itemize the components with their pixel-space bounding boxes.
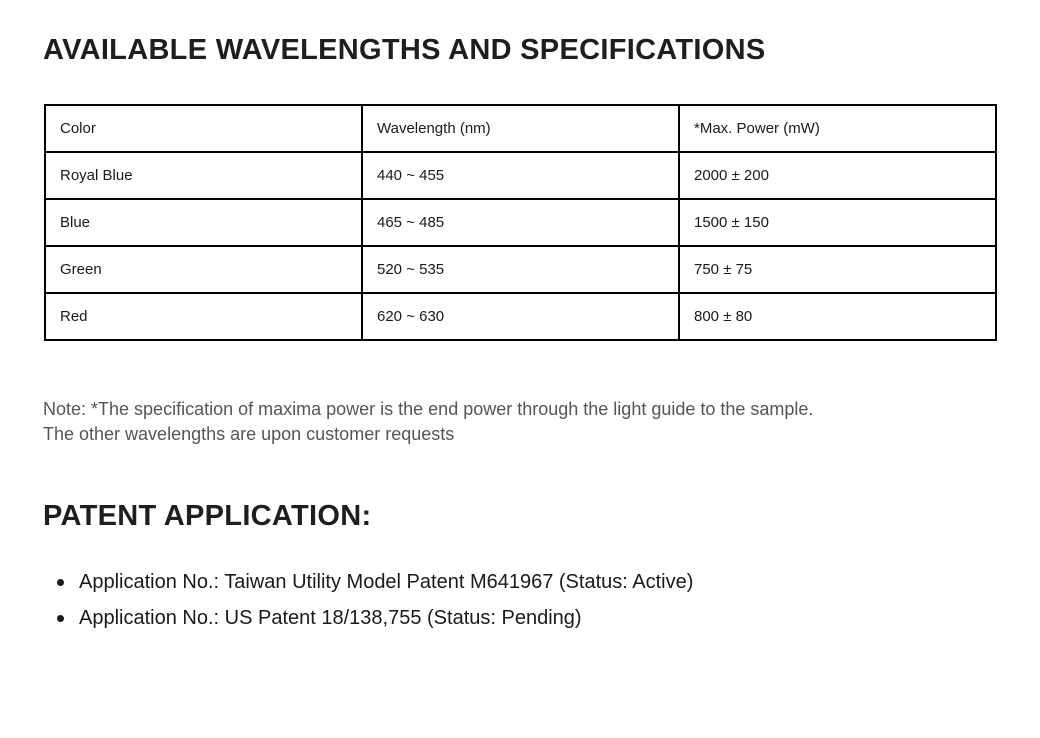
list-item xyxy=(43,567,693,603)
bullet-icon xyxy=(57,615,64,622)
cell-color: Green xyxy=(45,246,362,293)
cell-wavelength: 620 ~ 630 xyxy=(362,293,679,340)
cell-color: Red xyxy=(45,293,362,340)
table-row xyxy=(45,293,996,340)
table-row xyxy=(45,152,996,199)
patent-list xyxy=(43,567,693,639)
column-header-color: Color xyxy=(45,105,362,152)
cell-wavelength: 520 ~ 535 xyxy=(362,246,679,293)
patent-item-text: Application No.: US Patent 18/138,755 (Status: Pending) xyxy=(79,607,582,629)
cell-max-power: 2000 ± 200 xyxy=(679,152,996,199)
bullet-icon xyxy=(57,579,64,586)
cell-max-power: 800 ± 80 xyxy=(679,293,996,340)
patent-item-text: Application No.: Taiwan Utility Model Patent M641967 (Status: Active) xyxy=(79,571,694,593)
note-line: The other wavelengths are upon customer requests xyxy=(43,424,455,444)
column-header-wavelength: Wavelength (nm) xyxy=(362,105,679,152)
cell-max-power: 750 ± 75 xyxy=(679,246,996,293)
table-row xyxy=(45,199,996,246)
note-line: Note: *The specification of maxima power is the end power through the light guide to the sample. xyxy=(43,399,814,419)
column-header-max-power: *Max. Power (mW) xyxy=(679,105,996,152)
cell-wavelength: 465 ~ 485 xyxy=(362,199,679,246)
cell-wavelength: 440 ~ 455 xyxy=(362,152,679,199)
patent-section-title: PATENT APPLICATION: xyxy=(43,500,372,532)
specs-section-title: AVAILABLE WAVELENGTHS AND SPECIFICATIONS xyxy=(43,34,766,66)
list-item xyxy=(43,603,693,639)
table-row xyxy=(45,246,996,293)
cell-color: Blue xyxy=(45,199,362,246)
wavelength-spec-table xyxy=(44,104,997,341)
specs-note xyxy=(43,397,813,447)
table-header-row xyxy=(45,105,996,152)
cell-color: Royal Blue xyxy=(45,152,362,199)
cell-max-power: 1500 ± 150 xyxy=(679,199,996,246)
